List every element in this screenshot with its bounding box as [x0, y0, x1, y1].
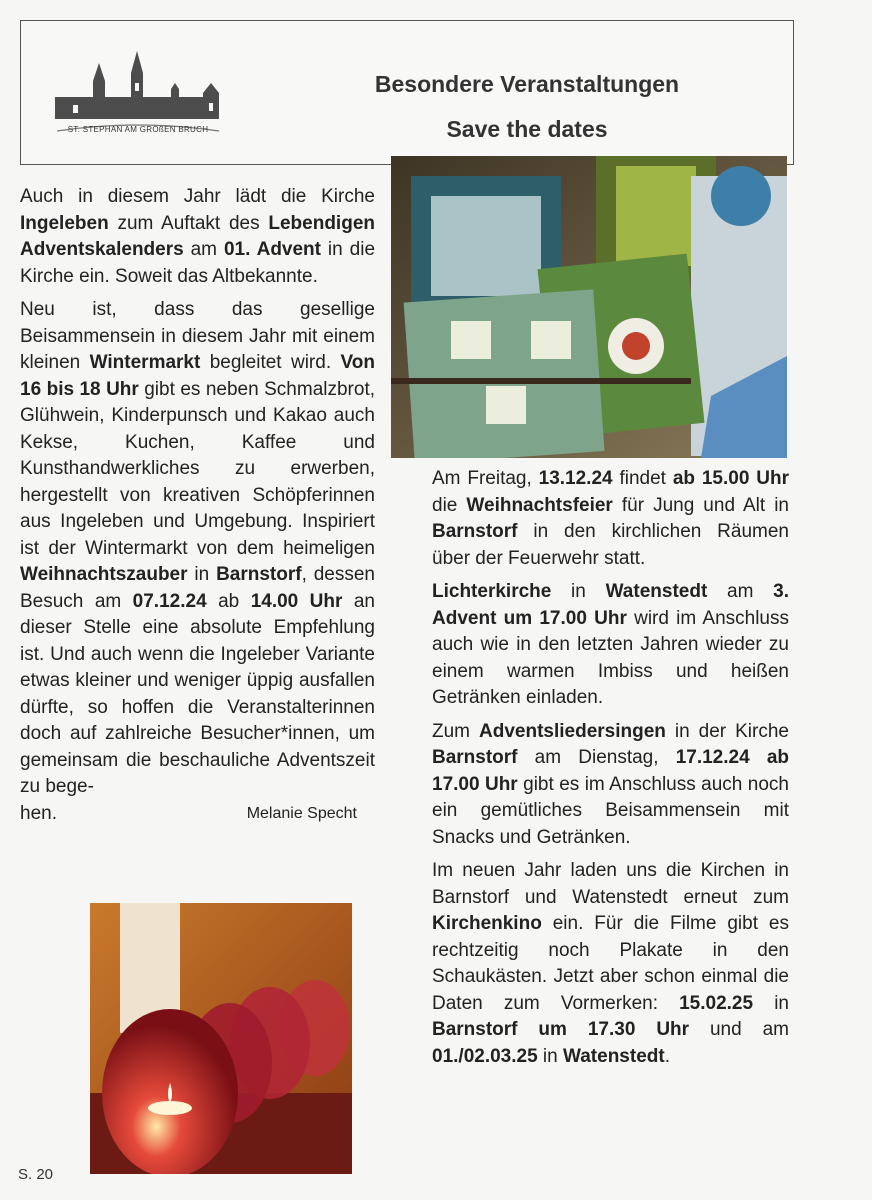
author-name: Melanie Specht	[246, 804, 357, 822]
text-run: Neu ist, dass das gesellige Beisammensein in diesem Jahr mit einem kleinen	[20, 299, 375, 373]
candles-illustration	[90, 903, 352, 1174]
paragraph-adventsliedersingen	[432, 719, 789, 852]
logo-caption: ST. STEPHAN AM GROßEN BRUCH	[67, 125, 209, 134]
text-run: die	[432, 494, 467, 516]
emphasis-text: Von 16 bis 18 Uhr	[20, 352, 375, 400]
text-run: .	[664, 1045, 670, 1067]
text-run: und am	[689, 1019, 789, 1040]
emphasis-text: 13.12.24	[538, 468, 613, 489]
church-logo	[53, 49, 223, 141]
text-run: begleitet wird.	[200, 352, 341, 373]
emphasis-text: Kirchenkino	[432, 913, 542, 934]
emphasis-text: 01. Advent	[223, 239, 321, 260]
emphasis-text: 07.12.24	[132, 590, 207, 612]
signature-line	[20, 801, 375, 828]
page-subtitle: Save the dates	[446, 116, 608, 142]
text-run: findet	[612, 468, 673, 489]
paragraph-wintermarkt	[20, 297, 375, 801]
paragraph-end: hen.	[20, 802, 57, 824]
emphasis-text: 01./02.03.25	[432, 1045, 538, 1067]
emphasis-text: Weihnachtsfeier	[466, 494, 613, 516]
emphasis-text: Lebendigen Adventskalenders	[20, 212, 375, 260]
paragraph-weihnachtsfeier	[432, 466, 789, 572]
emphasis-text: 3. Advent um 17.00 Uhr	[432, 581, 789, 629]
header-box	[20, 20, 794, 165]
text-run: in	[187, 564, 217, 585]
photo-candles	[90, 903, 352, 1174]
emphasis-text: Barnstorf	[216, 564, 302, 585]
text-run: Am Freitag,	[432, 468, 539, 489]
emphasis-text: Watenstedt	[605, 581, 708, 602]
text-run: am	[183, 239, 224, 260]
text-run: in	[537, 1045, 564, 1067]
emphasis-text: Wintermarkt	[89, 352, 201, 373]
emphasis-text: Barnstorf	[432, 521, 518, 542]
cards-illustration	[391, 156, 787, 458]
text-run: in die Kirche ein. Soweit das Altbekannte.	[20, 239, 376, 287]
text-run: am Dienstag,	[517, 747, 676, 768]
emphasis-text: Ingeleben	[20, 212, 109, 234]
page-number: S. 20	[18, 1166, 54, 1183]
emphasis-text: 15.02.25	[679, 992, 754, 1014]
emphasis-text: Adventsliedersingen	[479, 720, 666, 742]
text-run: in den kirchlichen Räumen über der Feuerwehr statt.	[432, 521, 789, 569]
text-run: ab	[206, 590, 251, 612]
paragraph-lichterkirche	[432, 579, 789, 712]
text-run: Im neuen Jahr laden uns die Kirchen in Barnstorf und Watenstedt erneut zum	[432, 860, 789, 908]
text-run: ein. Für die Filme gibt es rechtzeitig noch Plakate in den Schaukästen. Jetzt aber schon einmal die Daten zum Vormerken:	[432, 913, 789, 1014]
emphasis-text: 17.12.24 ab 17.00 Uhr	[432, 747, 789, 795]
text-run: in	[753, 992, 789, 1014]
text-run: Zum	[432, 720, 479, 742]
text-run: in der Kirche	[665, 720, 789, 742]
emphasis-text: Lichterkirche	[432, 581, 552, 602]
emphasis-text: Barnstorf	[432, 747, 518, 768]
text-run: in	[551, 581, 606, 602]
photo-handmade-cards	[391, 156, 787, 458]
emphasis-text: ab 15.00 Uhr	[672, 468, 789, 489]
right-column	[432, 466, 789, 1077]
text-run: zum Auftakt des	[108, 212, 269, 234]
left-column	[20, 184, 375, 827]
paragraph-ingeleben-advent	[20, 184, 375, 290]
emphasis-text: Watenstedt	[563, 1045, 665, 1067]
text-run: Auch in diesem Jahr lädt die Kirche	[20, 186, 375, 207]
text-run: wird im Anschluss auch wie in den letzten Jahren wieder zu einem warmen Imbiss und heißen Getränken einladen.	[432, 607, 789, 708]
text-run: gibt es im Anschluss auch noch ein gemütliches Beisammensein mit Snacks und Getränken.	[432, 773, 789, 848]
text-run: für Jung und Alt in	[612, 494, 789, 516]
text-run: am	[707, 581, 774, 602]
emphasis-text: Barnstorf um 17.30 Uhr	[432, 1019, 690, 1040]
text-run: an dieser Stelle eine absolute Empfehlung ist. Und auch wenn die Ingeleber Variante etwas kleiner und weniger üppig ausfallen dürfte, so hoffen die Veranstalterinnen doch auf zahlreiche Besucher*innen, um gemeinsam die beschauliche Adventszeit zu bege-	[20, 590, 375, 797]
page-title: Besondere Veranstaltungen	[374, 71, 680, 97]
paragraph-kirchenkino	[432, 858, 789, 1070]
text-run: , dessen Besuch am	[20, 564, 375, 612]
emphasis-text: Weihnachtszauber	[20, 564, 188, 585]
emphasis-text: 14.00 Uhr	[250, 590, 343, 612]
text-run: gibt es neben Schmalzbrot, Glühwein, Kinderpunsch und Kakao auch Kekse, Kuchen, Kaffee und Kunsthandwerkliches zu erwerben, hergestellt von kreativen Schöpferinnen aus Ingeleben und Umgebung. Inspiriert ist der Wintermarkt von dem heimeligen	[20, 378, 375, 559]
